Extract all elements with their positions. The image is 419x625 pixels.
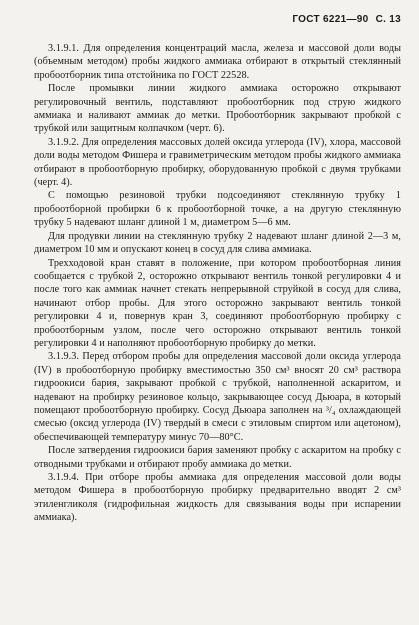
paragraph-rubber-tube: С помощью резиновой трубки подсоединяют стеклянную трубку 1 пробоотборной пробирки 6 к пробоотборной точке, а на другую стеклянную трубку 5 надевают шланг длиной 1 м, диаметром 5—6 мм. xyxy=(34,190,401,229)
paragraph-three-way-valve: Трехходовой кран ставят в положение, при котором пробоотборная линия сообщается с трубкой 2, осторожно открывают вентиль тонкой регулировки 4 и после того как аммиак начнет стекать непрерывной струйкой в сосуд для слива, начинают отбор пробы. Для этого осторожно закрывают вентиль тонкой регулировки 4 и, повернув кран 3, соединяют пробоотборную пробирку с пробоотборным узлом, после чего осторожно открывают вентиль тонкой регулировки 4 и наполняют пробоотборную пробирку до метки. xyxy=(34,257,401,349)
body-text xyxy=(34,42,401,525)
paragraph-purge-line: Для продувки линии на стеклянную трубку 2 надевают шланг длиной 2—3 м, диаметром 10 мм и опускают конец в сосуд для слива аммиака. xyxy=(34,230,401,256)
paragraph-barium-hydroxide: После затвердения гидроокиси бария заменяют пробку с аскаритом на пробку с отводными трубками и отбирают пробу аммиака до метки. xyxy=(34,445,401,470)
paragraph-3-1-9-4: 3.1.9.4. При отборе пробы аммиака для определения массовой доли воды методом Фишера в пробоотборную пробирку предварительно вводят 2 см³ этиленгликоля (гидрофильная жидкость для связывания воды при испарении аммиака). xyxy=(34,472,401,524)
paragraph-3-1-9-1: 3.1.9.1. Для определения концентраций масла, железа и массовой доли воды (объемным методом) пробы жидкого аммиака отбирают в открытый стеклянный пробоотборник типа отстойника по ГОСТ 22528. xyxy=(34,43,401,81)
paragraph-3-1-9-3: 3.1.9.3. Перед отбором пробы для определения массовой доли оксида углерода (IV) в пробоотборную пробирку вместимостью 350 см³ вносят 20 см³ раствора гидроокиси бария, закрывают пробкой с трубкой, наполненной аскаритом, и надевают на пробирку резиновое кольцо, закрывающее сосуд Дьюара, в который помещают пробоотборную пробирку. Сосуд Дьюара заполнен на ³/₄ охлаждающей смесью (оксид углерода (IV) твердый в смеси с этиловым спиртом или ацетоном), обеспечивающей температуру минус 70—80°С. xyxy=(34,351,401,443)
page-number: С. 13 xyxy=(375,14,401,25)
paragraph-3-1-9-2: 3.1.9.2. Для определения массовых долей оксида углерода (IV), хлора, массовой доли воды методом Фишера и гравиметрическим методом пробы жидкого аммиака отбирают в пробоотборную пробирку, оборудованную пробкой с двумя трубками (черт. 4). xyxy=(34,136,401,189)
standard-number: ГОСТ 6221—90 xyxy=(292,14,369,25)
page-header xyxy=(34,14,401,28)
paragraph-rinse-line: После промывки линии жидкого аммиака осторожно открывают регулировочный вентиль, подставляют пробоотборник под струю жидкого аммиака и наливают аммиак до метки. Пробоотборник закрывают пробкой с трубкой или защитным колпачком (черт. 6). xyxy=(34,83,401,135)
